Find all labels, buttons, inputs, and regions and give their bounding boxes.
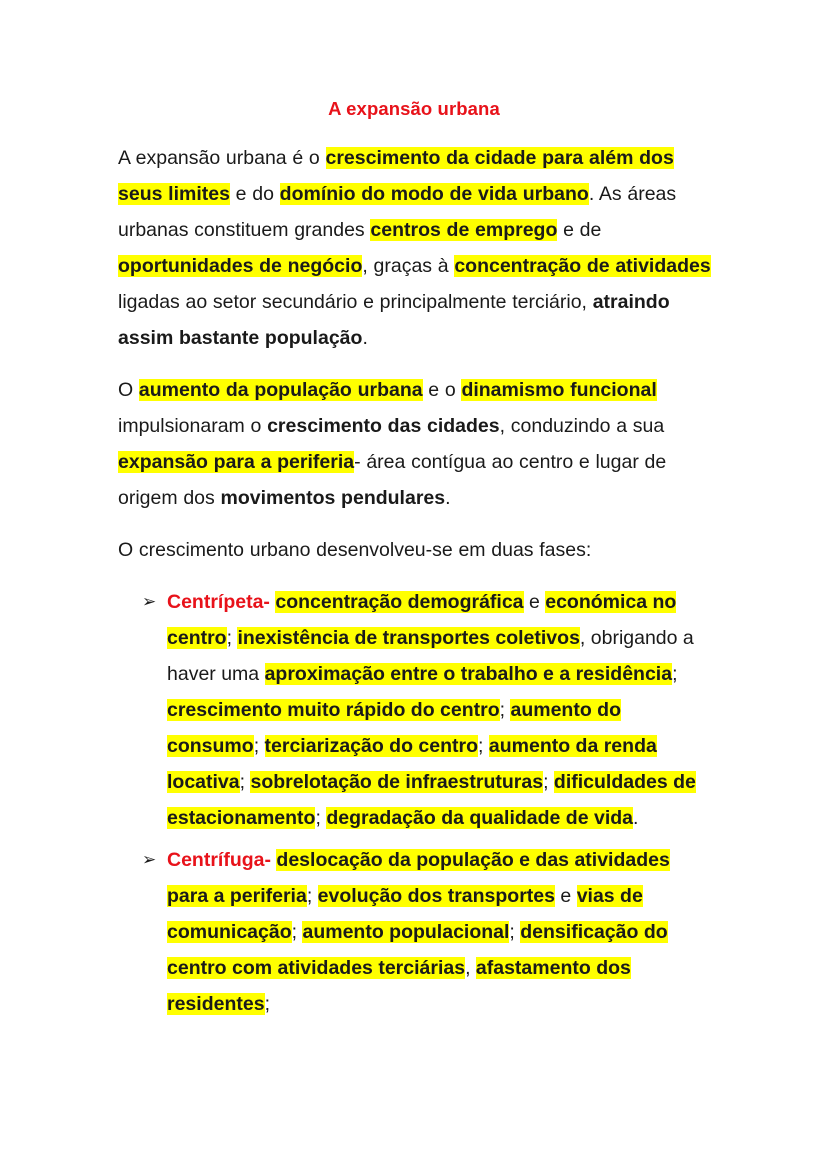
text-run: inexistência de transportes coletivos bbox=[237, 627, 580, 649]
text-run: terciarização do centro bbox=[264, 735, 479, 757]
text-run: e de bbox=[557, 219, 602, 241]
text-run: ligadas ao setor secundário e principalmente terciário, bbox=[118, 291, 593, 313]
text-run: O bbox=[118, 379, 139, 401]
text-run: expansão para a periferia bbox=[118, 451, 355, 473]
text-run: densificação do centro com atividades terciárias bbox=[167, 921, 668, 979]
text-run: evolução dos transportes bbox=[317, 885, 555, 907]
text-run: económica no centro bbox=[167, 591, 677, 649]
text-run: , obrigando a haver uma bbox=[167, 627, 694, 685]
text-run: e do bbox=[229, 183, 280, 205]
fase-text-centripeta bbox=[167, 591, 696, 829]
text-run: vias de comunicação bbox=[167, 885, 643, 943]
text-run: . As áreas urbanas constituem grandes bbox=[118, 183, 677, 241]
text-run: e bbox=[523, 591, 546, 613]
text-run: afastamento dos residentes bbox=[167, 957, 631, 1015]
text-run: aumento do consumo bbox=[167, 699, 621, 757]
text-run: ; bbox=[306, 885, 318, 907]
text-run: dinamismo funcional bbox=[461, 379, 657, 401]
text-run: concentração demográfica bbox=[275, 591, 524, 613]
document-body bbox=[118, 140, 714, 1028]
list-item-centripeta bbox=[118, 584, 714, 836]
list-item-centrifuga bbox=[118, 842, 714, 1022]
text-run: e o bbox=[422, 379, 462, 401]
fases-list bbox=[118, 584, 714, 1022]
text-run: . bbox=[445, 487, 451, 509]
text-run: . bbox=[633, 807, 639, 829]
text-run: ; bbox=[253, 735, 265, 757]
text-run: sobrelotação de infraestruturas bbox=[250, 771, 544, 793]
text-run: oportunidades de negócio bbox=[118, 255, 363, 277]
text-run: degradação da qualidade de vida bbox=[326, 807, 633, 829]
text-run: , conduzindo a sua bbox=[499, 415, 665, 437]
text-run: ; bbox=[239, 771, 251, 793]
text-run: atraindo assim bastante população bbox=[118, 291, 670, 349]
text-run: concentração de atividades bbox=[454, 255, 711, 277]
text-run: centros de emprego bbox=[370, 219, 558, 241]
paragraph-1 bbox=[118, 140, 714, 356]
text-run: movimentos pendulares bbox=[220, 487, 446, 509]
text-run: ; bbox=[672, 663, 678, 685]
paragraph-3 bbox=[118, 532, 714, 568]
text-run: ; bbox=[509, 921, 521, 943]
fase-label: Centrífuga- bbox=[167, 849, 271, 871]
arrow-bullet-icon: ➢ bbox=[142, 592, 157, 611]
text-run: deslocação da população e das atividades para a periferia bbox=[167, 849, 670, 907]
text-run: ; bbox=[264, 993, 270, 1015]
text-run: crescimento das cidades bbox=[267, 415, 500, 437]
paragraph-2 bbox=[118, 372, 714, 516]
fase-text-centrifuga bbox=[167, 849, 670, 1015]
page-title: A expansão urbana bbox=[328, 98, 500, 119]
text-run: . bbox=[362, 327, 368, 349]
text-run: impulsionaram o bbox=[118, 415, 268, 437]
text-run: , bbox=[465, 957, 476, 979]
fase-label: Centrípeta- bbox=[167, 591, 270, 613]
text-run: aumento populacional bbox=[302, 921, 510, 943]
arrow-bullet-icon: ➢ bbox=[142, 850, 157, 869]
text-run: crescimento muito rápido do centro bbox=[167, 699, 500, 721]
text-run: aumento da renda locativa bbox=[167, 735, 657, 793]
text-run: O crescimento urbano desenvolveu-se em duas fases: bbox=[118, 539, 592, 561]
text-run: ; bbox=[226, 627, 238, 649]
text-run: ; bbox=[291, 921, 303, 943]
text-run: crescimento da cidade para além dos seus limites bbox=[118, 147, 674, 205]
text-run: aproximação entre o trabalho e a residência bbox=[264, 663, 673, 685]
text-run: ; bbox=[478, 735, 489, 757]
text-run: - área contígua ao centro e lugar de origem dos bbox=[118, 451, 667, 509]
text-run: dificuldades de estacionamento bbox=[167, 771, 696, 829]
text-run: e bbox=[555, 885, 577, 907]
text-run: aumento da população urbana bbox=[138, 379, 423, 401]
text-run: ; bbox=[315, 807, 327, 829]
text-run: ; bbox=[543, 771, 554, 793]
text-run: domínio do modo de vida urbano bbox=[279, 183, 589, 205]
text-run: A expansão urbana é o bbox=[118, 147, 326, 169]
text-run: ; bbox=[499, 699, 511, 721]
text-run: , graças à bbox=[362, 255, 455, 277]
